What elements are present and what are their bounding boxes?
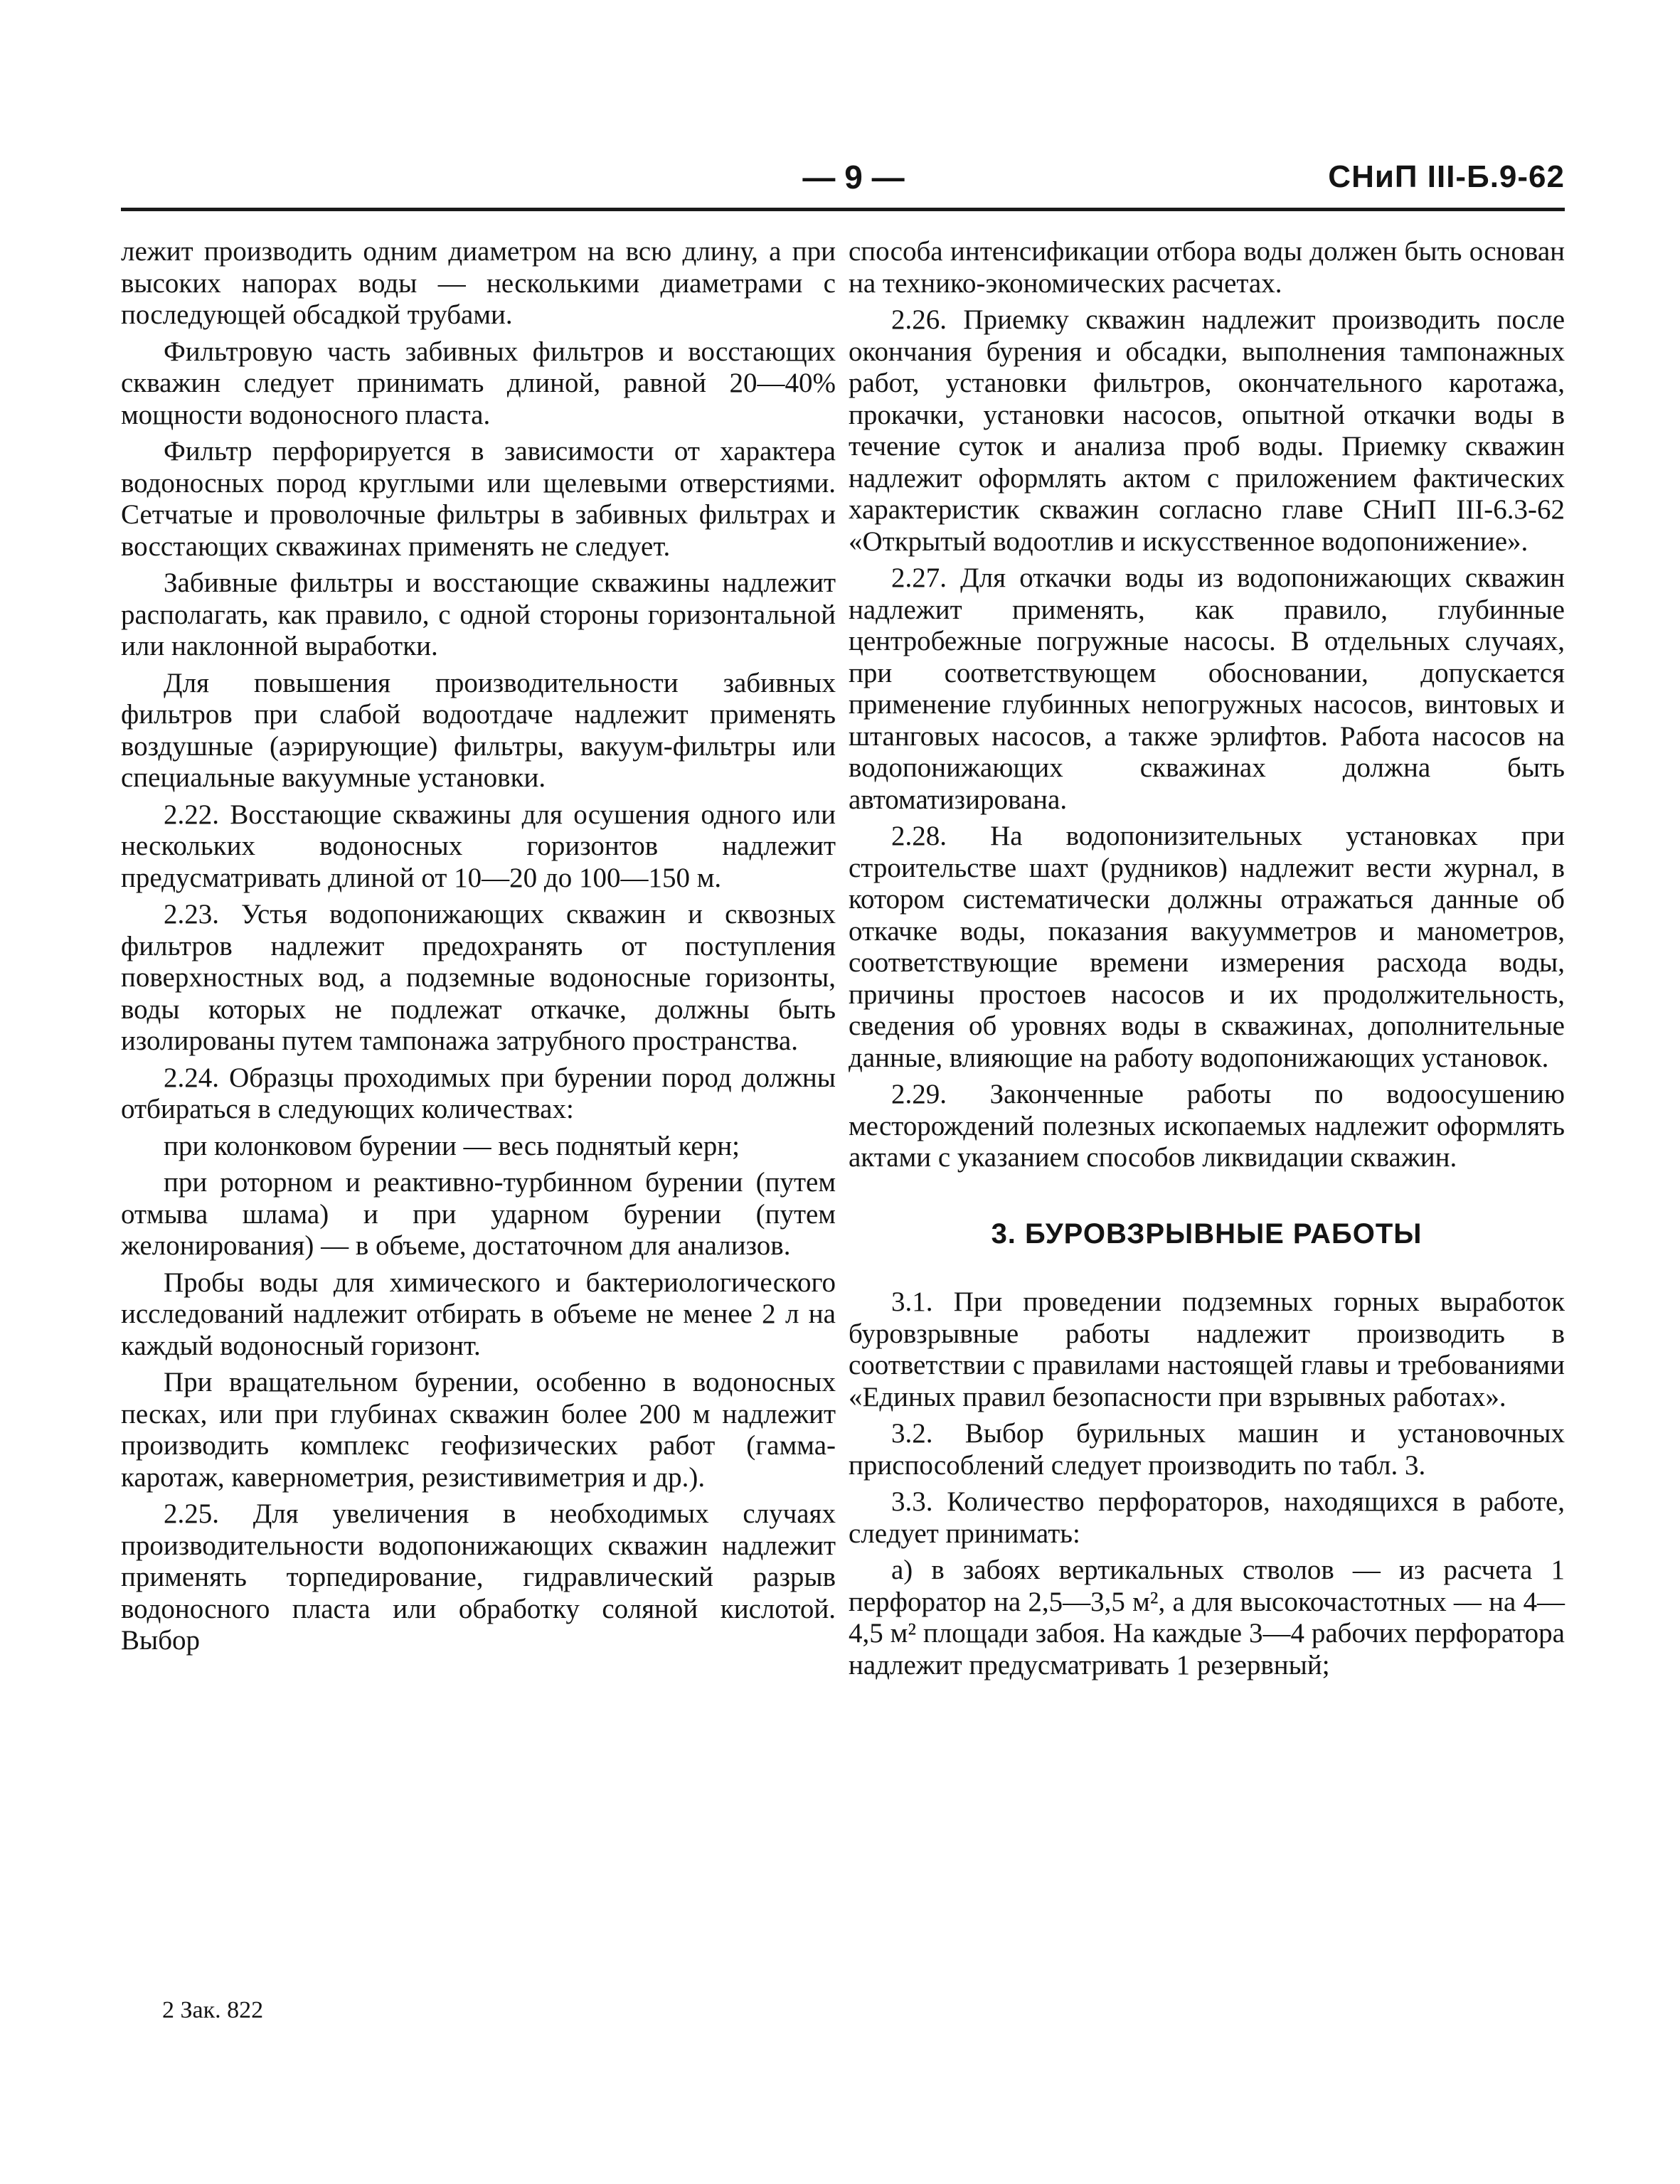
page-number: — 9 — <box>802 159 905 196</box>
paragraph: Забивные фильтры и восстающие скважины надлежит располагать, как правило, с одной стороны горизонтальной или наклонной выработки. <box>121 568 836 661</box>
paragraph: При вращательном бурении, особенно в водоносных песках, или при глубинах скважин более 200 м надлежит производить комплекс геофизических работ (гамма-каротаж, кавернометрия, резистивиметрия и др.). <box>121 1367 836 1493</box>
page-header <box>121 158 1565 208</box>
clause-3-1: 3.1. При проведении подземных горных выработок буровзрывные работы надлежит производить в соответствии с правилами настоящей главы и требованиями «Единых правил безопасности при взрывных работах». <box>849 1287 1565 1412</box>
clause-2-25: 2.25. Для увеличения в необходимых случаях производительности водопонижающих скважин надлежит применять торпедирование, гидравлический разрыв водоносного пласта или обработку соляной кислотой. Выбор <box>121 1498 836 1656</box>
clause-2-27: 2.27. Для откачки воды из водопонижающих скважин надлежит применять, как правило, глубинные центробежные погружные насосы. В отдельных случаях, при соответствующем обосновании, допускается применение глубинных непогружных насосов, винтовых и штанговых насосов, а также эрлифтов. Работа насосов на водопонижающих скважинах должна быть автоматизирована. <box>849 563 1565 815</box>
list-item: при роторном и реактивно-турбинном бурении (путем отмыва шлама) и при ударном бурении (путем желонирования) — в объеме, достаточном для анализов. <box>121 1167 836 1261</box>
clause-2-26: 2.26. Приемку скважин надлежит производить после окончания бурения и обсадки, выполнения тампонажных работ, установки фильтров, окончательного каротажа, прокачки, установки насосов, опытной откачки воды в течение суток и анализа проб воды. Приемку скважин надлежит оформлять актом с приложением фактических характеристик скважин согласно главе СНиП III-6.3-62 «Открытый водоотлив и искусственное водопонижение». <box>849 304 1565 557</box>
clause-2-24: 2.24. Образцы проходимых при бурении пород должны отбираться в следующих количествах: <box>121 1062 836 1124</box>
document-code: СНиП III-Б.9-62 <box>1328 159 1565 194</box>
clause-2-22: 2.22. Восстающие скважины для осушения одного или нескольких водоносных горизонтов надлежит предусматривать длиной от 10—20 до 100—150 м. <box>121 799 836 893</box>
paragraph: Пробы воды для химического и бактериологического исследований надлежит отбирать в объеме не менее 2 л на каждый водоносный горизонт. <box>121 1267 836 1361</box>
section-heading: 3. БУРОВЗРЫВНЫЕ РАБОТЫ <box>991 1218 1423 1250</box>
paragraph: способа интенсификации отбора воды должен быть основан на технико-экономических расчетах. <box>849 236 1565 299</box>
header-rule <box>121 208 1565 211</box>
paragraph: лежит производить одним диаметром на всю длину, а при высоких напорах воды — несколькими диаметрами с последующей обсадкой трубами. <box>121 236 836 330</box>
paragraph: Фильтровую часть забивных фильтров и восстающих скважин следует принимать длиной, равной 20—40% мощности водоносного пласта. <box>121 336 836 430</box>
clause-2-28: 2.28. На водопонизительных установках при строительстве шахт (рудников) надлежит вести журнал, в котором систематически должны отражаться данные об откачке воды, показания вакуумметров и манометров, соответствующие времени измерения расхода воды, причины простоев насосов и их продолжительность, сведения об уровнях воды в скважинах, дополнительные данные, влияющие на работу водопонижающих установок. <box>849 821 1565 1073</box>
clause-2-23: 2.23. Устья водопонижающих скважин и сквозных фильтров надлежит предохранять от поступления поверхностных вод, а подземные водоносные горизонты, воды которых не подлежат откачке, должны быть изолированы путем тампонажа затрубного пространства. <box>121 899 836 1056</box>
clause-2-29: 2.29. Законченные работы по водоосушению месторождений полезных ископаемых надлежит оформлять актами с указанием способов ликвидации скважин. <box>849 1079 1565 1173</box>
list-item: при колонковом бурении — весь поднятый керн; <box>164 1130 740 1161</box>
list-item: а) в забоях вертикальных стволов — из расчета 1 перфоратор на 2,5—3,5 м², а для высокочастотных — на 4—4,5 м² площади забоя. На каждые 3—4 рабочих перфоратора надлежит предусматривать 1 резервный; <box>849 1555 1565 1680</box>
paragraph: Фильтр перфорируется в зависимости от характера водоносных пород круглыми или щелевыми отверстиями. Сетчатые и проволочные фильтры в забивных фильтрах и восстающих скважинах применять не следует. <box>121 436 836 562</box>
clause-3-3: 3.3. Количество перфораторов, находящихся в работе, следует принимать: <box>849 1486 1565 1549</box>
paragraph: Для повышения производительности забивных фильтров при слабой водоотдаче надлежит применять воздушные (аэрирующие) фильтры, вакуум-фильтры или специальные вакуумные установки. <box>121 667 836 793</box>
clause-3-2: 3.2. Выбор бурильных машин и установочных приспособлений следует производить по табл. 3. <box>849 1418 1565 1481</box>
right-column <box>849 236 1565 1686</box>
footer-note: 2 Зак. 822 <box>162 1997 264 2023</box>
left-column <box>121 236 836 1662</box>
